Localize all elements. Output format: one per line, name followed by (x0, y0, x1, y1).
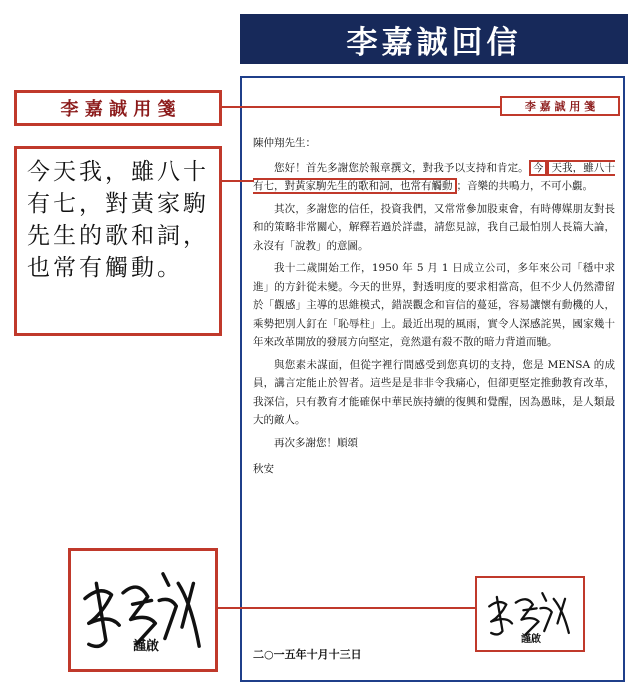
quote-connector-line (222, 180, 254, 182)
seal-text: 謹啟 (521, 634, 541, 645)
letter-closing: 再次多謝您！順頌 (274, 436, 358, 449)
paragraph-1-end: ；音樂的共鳴力，不可小覷。 (456, 180, 593, 192)
letter-paragraph-2: 其次，多謝您的信任，投資我們，又常常參加股東會，有時傳媒朋友對長和的策略非常關心，解釋若過於詳盡，請您見諒，我自己最怕別人長篇大論，永沒有「說教」的意圖。 (253, 202, 615, 252)
paragraph-1-start: 您好！首先多謝您於報章撰文，對我予以支持和肯定。 (274, 161, 529, 174)
page-title: 李嘉誠回信 (240, 14, 628, 64)
letter-paragraph-1 (253, 159, 615, 196)
quote-callout: 今天我，雖八十有七，對黃家駒先生的歌和詞，也常有觸動。 (14, 146, 222, 336)
letterhead-connector-line (222, 106, 500, 108)
signature-connector-line (218, 607, 475, 609)
letter-date: 二○一五年十月十三日 (253, 648, 362, 661)
signature-box (475, 576, 585, 652)
letter-paragraph-4: 與您素未謀面，但從字裡行間感受到您真切的支持，您是 MENSA 的成員，講言定能止於智者。這些是是非非令我痛心，但卻更堅定推動教育改革，我深信，只有教育才能確保中華民族持續的復興和覺醒，因為愚昧，是人類最大的敵人。 (253, 358, 615, 426)
letter-salutation: 陳仲翔先生： (253, 137, 316, 149)
letter-paragraph-3: 我十二歲開始工作，1950 年 5 月 1 日成立公司，多年來公司「穩中求進」的方針從未變。今天的世界，對透明度的要求相當高，但不少人仍然滯留於「觀感」主導的思維模式，錯誤觀念和盲信的蔓延，容易讓懷有動機的人，乘勢把別人釘在「恥辱柱」上。最近出現的風雨，實令人深感詫異，國家幾十年來改革開放的發展方向堅定，竟然還有殺不散的暗力背道而馳。 (253, 262, 615, 348)
highlighted-quote: 天我，雖八十有七，對黃家駒先生的歌和詞，也常有觸動 (253, 161, 616, 192)
letter-regards: 秋安 (253, 463, 274, 475)
signature-callout (68, 548, 218, 672)
letterhead-label: 李 嘉 誠 用 箋 (500, 96, 620, 116)
highlighted-quote-start: 今 (529, 160, 548, 176)
seal-text-enlarged: 謹啟 (133, 639, 160, 654)
letter-body (253, 134, 615, 483)
letterhead-callout: 李 嘉 誠 用 箋 (14, 90, 222, 126)
